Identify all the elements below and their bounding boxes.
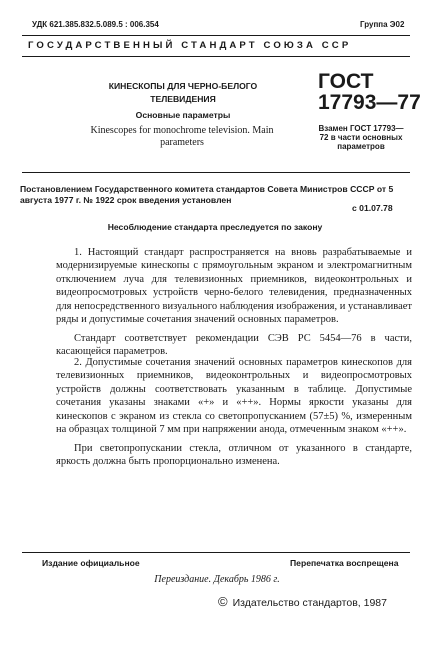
reprint-notice: Перепечатка воспрещена: [290, 558, 399, 568]
section-rule: [22, 172, 410, 173]
paragraph-2: Стандарт соответствует рекомендации СЭВ РС 5454—76 в части, касающейся параметров.: [56, 333, 412, 358]
header-band: ГОСУДАРСТВЕННЫЙ СТАНДАРТ СОЮЗА ССР: [28, 40, 352, 51]
copyright: [218, 594, 387, 609]
official-edition: Издание официальное: [42, 558, 140, 568]
udk-code: УДК 621.385.832.5.089.5 : 006.354: [32, 20, 159, 29]
copyright-icon: ©: [218, 594, 228, 609]
title-ru: КИНЕСКОПЫ ДЛЯ ЧЕРНО-БЕЛОГО ТЕЛЕВИДЕНИЯ: [108, 81, 258, 104]
gost-number: 17793—77: [318, 91, 421, 114]
copyright-text: Издательство стандартов, 1987: [232, 597, 387, 609]
paragraph-4: При светопропускании стекла, отличном от указанного в стандарте, яркость должна быть пропорционально изменена.: [56, 443, 412, 468]
header-rule-top: [22, 35, 410, 36]
group-code: Группа Э02: [360, 20, 405, 29]
decree-text: Постановлением Государственного комитета стандартов Совета Министров СССР от 5 августа 1977 г. № 1922 срок введения установлен: [20, 184, 394, 205]
header-rule-bottom: [22, 56, 410, 57]
legal-warning: Несоблюдение стандарта преследуется по закону: [107, 222, 323, 232]
paragraph-3: 2. Допустимые сочетания значений основных параметров кинескопов для телевизионных приемников, видеоконтрольных и видеопросмотровых устройств должны соответствовать указанным в таблице. Допустимые сочетания указаны знаками «+» и «++». Нормы яркости указаны для кинескопов с экраном из стекла со светопропусканием (57±5) %, измеренным на образцах толщиной 7 мм при напряжении анода, отмеченным знаком «++».: [56, 357, 412, 436]
effective-date: с 01.07.78: [352, 203, 393, 213]
reissue-note: Переиздание. Декабрь 1986 г.: [154, 574, 280, 585]
paragraph-1: 1. Настоящий стандарт распространяется на вновь разрабатываемые и модернизируемые кинескопы с прямоугольным экраном и электромагнитным отключением луча для телевизионных приемников, видеоконтрольных и видеопросмотровых устройств черно-белого телевидения, предназначенных для непосредственного визуального наблюдения изображения, и устанавливает ряды и допустимые сочетания значений основных параметров.: [56, 247, 412, 326]
replaces-note: Взамен ГОСТ 17793—72 в части основных параметров: [318, 124, 404, 151]
subtitle-ru: Основные параметры: [135, 110, 231, 120]
title-en: Kinescopes for monochrome television. Main parameters: [90, 125, 274, 148]
footer-rule: [22, 552, 410, 553]
gost-label: ГОСТ: [318, 70, 374, 93]
